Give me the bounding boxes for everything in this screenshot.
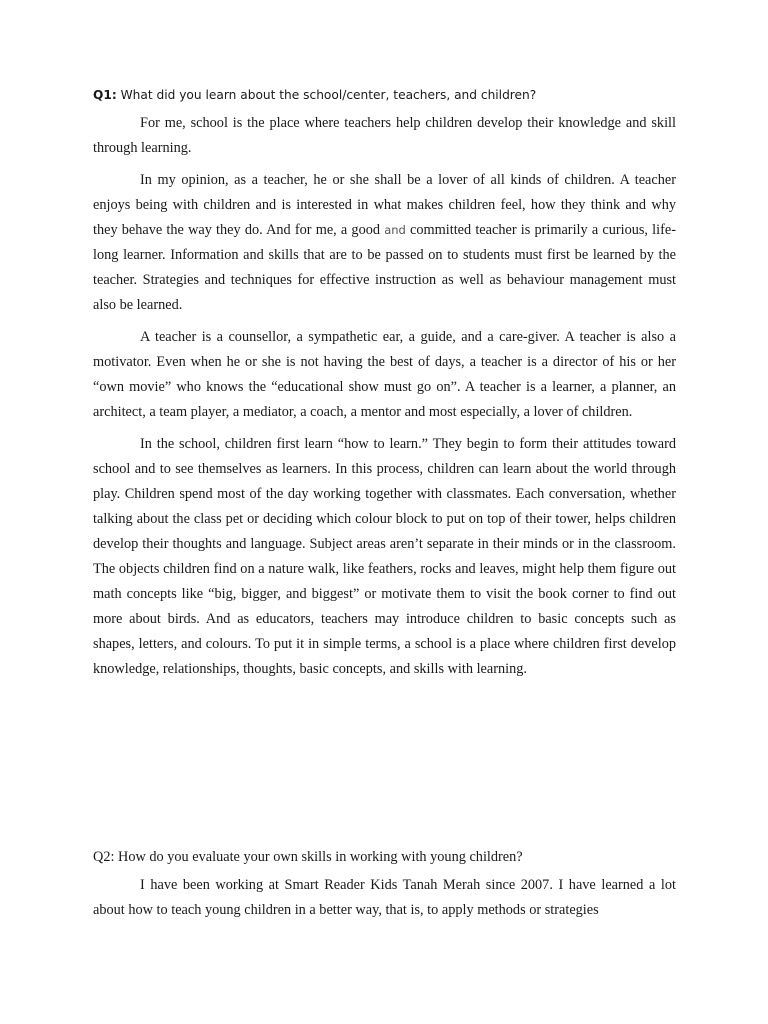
- paragraph-2-part-b: committed teacher is primarily a curious, life-long learner. Information and skills that are to be passed on to students must first be learned by the teacher. Strategies and techniques for effective instruction as well as behaviour management must also be learned.: [93, 222, 676, 313]
- question-2-answer: I have been working at Smart Reader Kids Tanah Merah since 2007. I have learned a lot about how to teach young children in a better way, that is, to apply methods or strategies: [93, 877, 676, 918]
- paragraph-3: A teacher is a counsellor, a sympathetic ear, a guide, and a care-giver. A teacher is also a motivator. Even when he or she is not having the best of days, a teacher is a director of his or her “own movie” who knows the “educational show must go on”. A teacher is a learner, a planner, an architect, a team player, a mediator, a coach, a mentor and most especially, a lover of children.: [93, 329, 676, 420]
- paragraph-2-inserted-word: and: [384, 223, 406, 237]
- question-1: [93, 85, 676, 105]
- paragraph-2-part-a: In my opinion, as a teacher, he or she shall be a lover of all kinds of children. A teacher enjoys being with children and is interested in what makes children feel, how they think and why they behave the way they do. And for me, a good: [93, 172, 676, 238]
- paragraph-1: For me, school is the place where teachers help children develop their knowledge and skill through learning.: [93, 115, 676, 156]
- question-1-text: What did you learn about the school/center, teachers, and children?: [116, 88, 537, 102]
- question-2: Q2: How do you evaluate your own skills in working with young children?: [93, 849, 523, 865]
- question-1-label: Q1:: [93, 88, 117, 102]
- document-page: [93, 85, 676, 918]
- paragraph-2: [93, 168, 676, 318]
- paragraph-4: In the school, children first learn “how to learn.” They begin to form their attitudes toward school and to see themselves as learners. In this process, children can learn about the world through play. Children spend most of the day working together with classmates. Each conversation, whether talking about the class pet or deciding which colour block to put on top of their tower, helps children develop their thoughts and language. Subject areas aren’t separate in their minds or in the classroom. The objects children find on a nature walk, like feathers, rocks and leaves, might help them figure out math concepts like “big, bigger, and biggest” or motivate them to visit the book corner to find out more about birds. And as educators, teachers may introduce children to basic concepts such as shapes, letters, and colours. To put it in simple terms, a school is a place where children first develop knowledge, relationships, thoughts, basic concepts, and skills with learning.: [93, 436, 676, 677]
- question-2-answer-block: [93, 873, 676, 930]
